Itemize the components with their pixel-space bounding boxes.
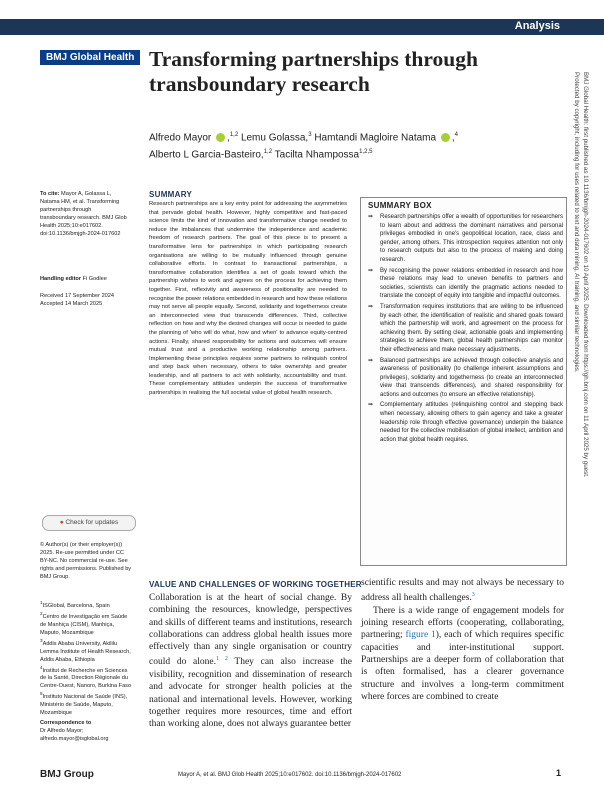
title-line-2: transboundary research [149, 72, 370, 96]
author-affil-sup: 1,2 [263, 149, 273, 156]
orcid-icon[interactable] [216, 133, 225, 142]
author-affil-sup: 3 [308, 132, 312, 138]
affiliations [40, 599, 132, 717]
received-date: Received 17 September 2024 [40, 293, 115, 299]
page-number: 1 [556, 768, 562, 778]
author-sep: , [227, 132, 230, 144]
side-note-line-1: BMJ Global Health: first published as 10.1136/bmjgh-2024-017602 on 10 April 2025. Downloaded from https://gh.bmj.com on 11 April 2025 by guest. [582, 72, 589, 478]
section-bar [0, 19, 604, 35]
affiliation-item: $^4$Institut de Recherche en Sciences de la Santé, Direction Régionale du Centre-Ouest, Nanoro, Burkina Faso [40, 664, 132, 690]
body-column-left [149, 592, 352, 730]
correspondence-email[interactable]: alfredo.mayor@isglobal.org [40, 736, 109, 742]
handling-editor [40, 275, 128, 283]
body-text: scientific results and may not always be necessary to address all health challenges. [361, 578, 564, 604]
body-column-right [361, 577, 564, 703]
title-line-1: Transforming partnerships through [149, 47, 478, 71]
summary-heading: SUMMARY [149, 190, 193, 199]
affiliation-item: $^1$ISGlobal, Barcelona, Spain [40, 600, 110, 609]
body-text: They can also increase the visibility, recognition and dissemination of research and advocate for stronger health policies at the national and international levels. However, working together requires more resources, time and effort than working alone, does not always guarantee better [149, 657, 352, 730]
summary-box-item: ➡ Complementary attitudes (relinquishing control and stepping back when necessary, allowing others to gain agency and take a greater leadership role through effective governance) underpin the balance needed for the collective mobilisation of global intellect, ambition and action that global health requires. [368, 401, 563, 444]
handling-name: Fi Godlee [82, 276, 107, 282]
summary-box-list [368, 213, 563, 446]
summary-box-item: ➡ Transformation requires institutions that are willing to be influenced by each other, the identification of realistic and shared goals toward which the partnership will work, and agreement on the process for achieving them. By setting clear, actionable goals and implementing strategies to achieve them, global health partnerships can monitor their effectiveness and make necessary adjustments. [368, 303, 563, 355]
orcid-icon[interactable] [441, 133, 450, 142]
handling-label: Handling editor [40, 276, 82, 282]
correspondence [40, 719, 132, 743]
side-note-line-2: Protected by copyright, including for uses related to text and data mining, AI training, and similar technologies. [573, 72, 580, 373]
author-name[interactable]: Hamtandi Magloire Natama [314, 132, 437, 144]
journal-brand-logo: BMJ Global Health [40, 50, 140, 65]
affiliation-item: $^5$Instituto Nacional de Saúde (INS), Ministério de Saúde, Maputo, Mozambique [40, 691, 128, 717]
author-affil-sup: 1,2 [229, 132, 239, 138]
author-name[interactable]: Lemu Golassa, [240, 132, 309, 144]
paragraph [361, 605, 564, 703]
reference-sup[interactable]: 1 2 [216, 656, 228, 663]
paragraph [361, 577, 564, 605]
check-updates-button[interactable] [42, 515, 136, 531]
author-affil-sup: 1,2,5 [359, 149, 373, 156]
body-text: Collaboration is at the heart of social change. By combining the resources, knowledge, perspectives and skills of different teams and institutions, research collaborations can address global health issues more effectively than any single organisation or country could do alone. [149, 593, 352, 668]
body-text: There is a wide range of engagement models for joining research efforts (cooperating, collaborating, partnering; [361, 605, 564, 641]
side-copyright-note [572, 72, 590, 732]
author-sep: , [451, 132, 455, 144]
author-name[interactable]: Alfredo Mayor [149, 132, 212, 144]
section-heading: VALUE AND CHALLENGES OF WORKING TOGETHER [149, 580, 362, 589]
correspondence-name: Dr Alfredo Mayor; [40, 728, 84, 734]
summary-text: Research partnerships are a key entry point for addressing the asymmetries that pervade global health. However, highly competitive and fast-paced science limits the kind of innovation and transformative change needed to reduce the imbalances that undermine the independence and academic freedom of research partners. The goal of this piece is to present a transformative lens for partnerships in which participating research organisations are willing to be mutually influenced through genuine collaborative efforts. In contrast to transactional partnerships, a transformative collaboration identifies a set of goals toward which the partnership wishes to work and agrees on the process for achieving them together. First, reflexivity and awareness of positionality are needed to recognise the power relations embedded in research and how these relations may not serve all people equally. Second, solidarity and togetherness create an interconnected view that transcends differences. Third, collective reflection on how and why the desired changes will occur is needed to guide the planning of 'who will do what, how and when' to advance equity-centred actions. Finally, shared responsibility for actions and outcomes will ensure mutual trust and a productive working relationship among partners. Implementing these principles requires some partners to relinquish control and step back when necessary, others to take ownership and greater leadership, and all partners to act with solidarity, accountability and trust. These complementary attitudes underpin the success of transformative partnerships in realising the full societal value of global health research. [149, 201, 347, 397]
author-line-1 [149, 128, 569, 145]
check-updates-label: Check for updates [65, 519, 119, 526]
citation-info [40, 190, 128, 238]
body-text: ), each of which requires specific capacities and inter-institutional support. Partnerships are a deeper form of collaboration that is often formalised, has a clearer governance structure and involves a long-term commitment where forces are combined to create [361, 630, 564, 702]
article-title [149, 47, 569, 97]
accepted-date: Accepted 14 March 2025 [40, 301, 103, 307]
affiliation-item: $^3$Addis Ababa University, Akililu Lemma Institute of Health Research, Addis Ababa, Ethiopia [40, 637, 131, 663]
author-name[interactable]: Tacilta Nhampossa [274, 149, 360, 161]
dates [40, 292, 128, 308]
cite-label: To cite: [40, 191, 60, 197]
summary-box-item: ➡ By recognising the power relations embedded in research and how these relations may lead to uneven benefits to partners and societies, scientists can identify the pragmatic actions needed to translate the concept of equity into tangible and impactful outcomes. [368, 267, 563, 301]
section-label: Analysis [514, 20, 560, 32]
author-list [149, 128, 569, 163]
figure-link[interactable]: figure 1 [405, 630, 436, 641]
summary-box-heading: SUMMARY BOX [368, 201, 432, 210]
author-line-2 [149, 145, 569, 162]
author-affil-sup: 4 [454, 132, 458, 138]
copyright-notice: © Author(s) (or their employer(s)) 2025. Re-use permitted under CC BY-NC. No commercial re-use. See rights and permissions. Published by BMJ Group. [40, 542, 132, 580]
summary-box-item: ➡ Research partnerships offer a wealth of opportunities for researchers to learn about and address the dominant narratives and personal privileges embodied in one's geopolitical location, race, class and gender, among others. This introspection requires attention not only to research outputs but also to the process of making and doing research. [368, 213, 563, 265]
cite-text: Mayor A, Golassa L, Natama HM, et al. Transforming partnerships through transboundary research. BMJ Glob Health 2025;10:e017602. doi:10.1136/bmjgh-2024-017602 [40, 191, 127, 237]
summary-box-item: ➡ Balanced partnerships are achieved through collective analysis and awareness of positionality (to challenge inherent assumptions and privileges), solidarity and togetherness (to create an interconnected view that transcends differences), and shared responsibility for actions and outcomes (to ensure an effective relationship). [368, 357, 563, 400]
refresh-icon: ● [59, 519, 64, 526]
footer-citation: Mayor A, et al. BMJ Glob Health 2025;10:e017602. doi:10.1136/bmjgh-2024-017602 [178, 772, 402, 778]
author-name[interactable]: Alberto L Garcia-Basteiro, [149, 149, 264, 161]
correspondence-label: Correspondence to [40, 720, 92, 726]
publisher-logo: BMJ Group [40, 769, 94, 780]
reference-sup[interactable]: 3 [471, 592, 475, 599]
affiliation-item: $^2$Centro de Investigação em Saúde de Manhiça (CISM), Manhiça, Maputo, Mozambique [40, 610, 128, 636]
